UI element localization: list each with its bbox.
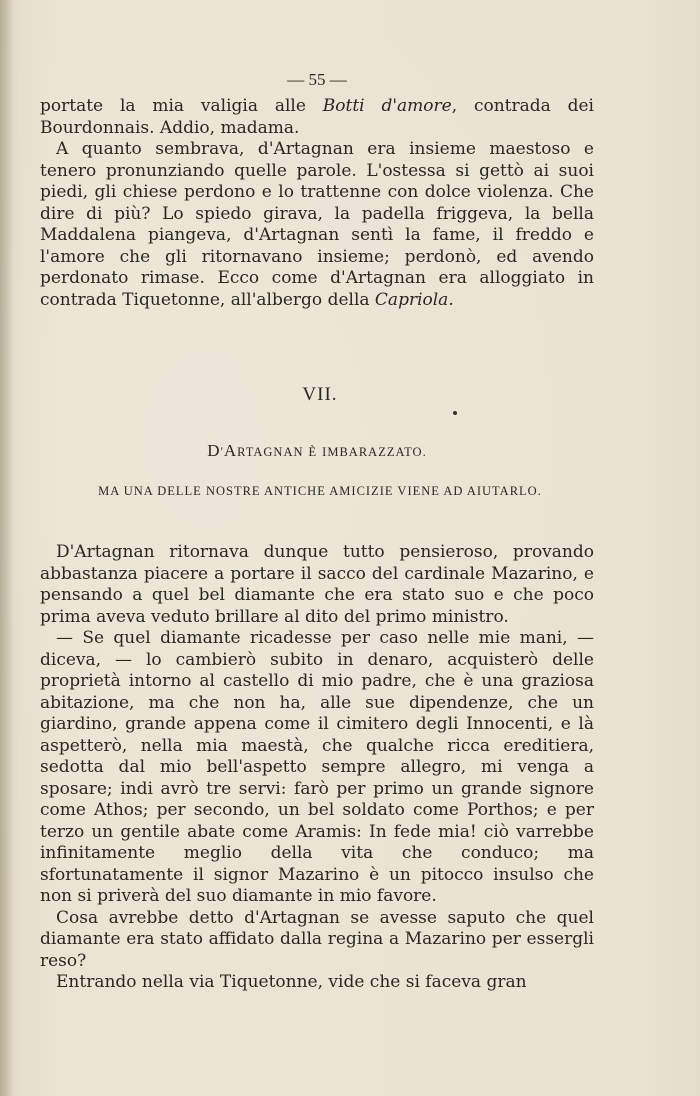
text-run: , contrada dei Bourdonnais. Addio, madama. xyxy=(40,96,594,138)
print-speck xyxy=(453,411,457,415)
chapter-title-text: D'ARTAGNAN È IMBARAZZATO. xyxy=(207,441,427,460)
paragraph xyxy=(40,96,594,139)
page-number: — 55 — xyxy=(287,70,347,89)
chapter-subtitle: MA UNA DELLE NOSTRE ANTICHE AMICIZIE VIENE AD AIUTARLO. xyxy=(98,484,542,498)
page-gutter-shadow xyxy=(0,0,14,1096)
chapter-title xyxy=(0,441,634,461)
text-run: A quanto sembrava, d'Artagnan era insieme maestoso e tenero pronunziando quelle parole. L'ostessa si gettò ai suoi piedi, gli chiese perdono e lo trattenne con dolce violenza. Che dire di più? Lo spiedo girava, la padella friggeva, la bella Maddalena piangeva, d'Artagnan sentì la fame, il freddo e l'amore che gli ritornavano insieme; perdonò, ed avendo perdonato rimase. Ecco come d'Artagnan era alloggiato in contrada Tiquetonne, all'albergo della xyxy=(40,139,594,310)
chapter-body-text xyxy=(40,542,594,994)
paragraph: Entrando nella via Tiquetonne, vide che si faceva gran xyxy=(56,972,527,992)
italic-text: Capriola. xyxy=(374,289,454,310)
paragraph: Cosa avrebbe detto d'Artagnan se avesse saputo che quel diamante era stato affidato dalla regina a Mazarino per essergli reso? xyxy=(40,907,594,971)
text-run: portate la mia valigia alle xyxy=(40,96,323,116)
chapter-number: VII. xyxy=(302,384,338,405)
italic-text: Botti d'amore xyxy=(322,96,452,116)
paragraph xyxy=(40,139,594,311)
paragraph: — Se quel diamante ricadesse per caso nelle mie mani, — diceva, — lo cambierò subito in denaro, acquisterò delle proprietà intorno al castello di mio padre, che è una graziosa abitazione, ma che non ha, alle sue dipendenze, che un giardino, grande appena come il cimitero degli Innocenti, e là aspetterò, nella mia maestà, che qualche ricca ereditiera, sedotta dal mio bell'aspetto sempre allegro, mi venga a sposare; indi avrò tre servi: farò per primo un grande signore come Athos; per secondo, un bel soldato come Porthos; e per terzo un gentile abate come Aramis: In fede mia! ciò varrebbe infinitamente meglio della vita che conduco; ma sfortunatamente il signor Mazarino è un pitocco insulso che non si priverà del suo diamante in mio favore. xyxy=(40,628,594,906)
paragraph: D'Artagnan ritornava dunque tutto pensieroso, provando abbastanza piacere a portare il sacco del cardinale Mazarino, e pensando a quel bel diamante che era stato suo e che poco prima aveva veduto brillare al dito del primo ministro. xyxy=(40,542,594,627)
previous-chapter-text xyxy=(40,96,594,311)
